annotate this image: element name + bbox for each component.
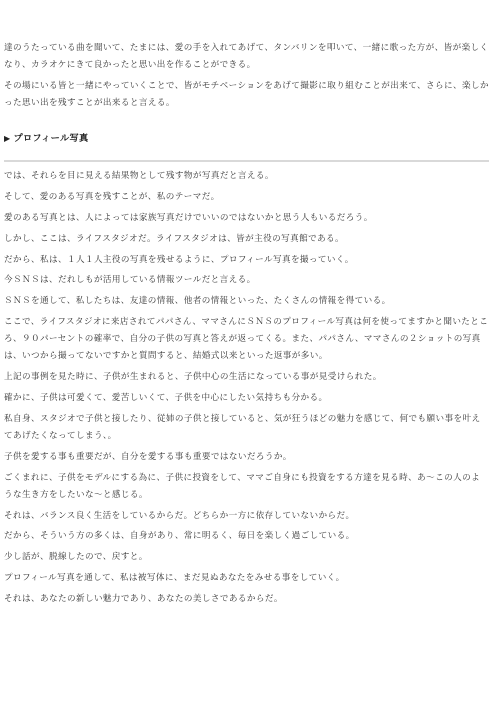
body-paragraph: プロフィール写真を通して、私は被写体に、まだ見ぬあなたをみせる事をしていく。 [4, 573, 345, 584]
body-paragraph: ＳＮＳを通して、私したちは、友達の情報、他者の情報といった、たくさんの情報を得ている。 [4, 296, 391, 307]
body-paragraph: そして、愛のある写真を残すことが、私のテーマだ。 [4, 191, 220, 202]
triangle-marker-icon: ▶ [4, 134, 11, 143]
body-paragraph: だから、私は、１人１人主役の写真を残せるように、プロフィール写真を撮っていく。 [4, 254, 354, 265]
intro-paragraph: 達のうたっている曲を聞いて、たまには、愛の手を入れてあげて、タンバリンを叩いて、一緒に歌った方が、皆が楽しくなり、カラオケにきて良かったと思い出を作ることができる。 [4, 43, 489, 70]
body-paragraph: 確かに、子供は可愛くて、愛苦しいくて、子供を中心にしたい気持ちも分かる。 [4, 393, 328, 404]
body-paragraph: 今ＳＮＳは、だれしもが活用している情報ツールだと言える。 [4, 275, 256, 286]
body-paragraph: 少し話が、脱線したので、戻すと。 [4, 552, 148, 563]
intro-section [4, 40, 489, 112]
section-heading-text: プロフィール写真 [13, 133, 89, 144]
body-paragraph: 子供を愛する事も重要だが、自分を愛する事も重要ではないだろうか。 [4, 451, 292, 462]
article-body [4, 168, 489, 608]
body-paragraph: では、それらを目に見える結果物として残す物が写真だと言える。 [4, 171, 274, 181]
section-heading [4, 130, 489, 162]
body-paragraph: 私自身、スタジオで子供と接したり、従姉の子供と接していると、気が狂うほどの魅力を感じて、何でも願い事を叶えてあげたくなってしまう、。 [4, 413, 481, 441]
body-paragraph: ここで、ライフスタジオに来店されてパパさん、ママさんにＳＮＳのプロフィール写真は何を使ってますかと聞いたところ、９０パーセントの確率で、自分の子供の写真と答えが返ってくる。また、パパさん、ママさんの２ショットの写真は、いつから撮ってないですかと質問すると、結婚式以来といった返事が多い。 [4, 317, 489, 362]
body-paragraph: だから、そういう方の多くは、自身があり、常に明るく、毎日を楽しく過ごしている。 [4, 531, 355, 542]
body-paragraph: それは、バランス良く生活をしているからだ。どちらか一方に依存していないからだ。 [4, 510, 355, 521]
body-paragraph: それは、あなたの新しい魅力であり、あなたの美しさであるからだ。 [4, 594, 283, 605]
intro-paragraph: その場にいる皆と一緒にやっていくことで、皆がモチベーションをあげて撮影に取り組むことが出来て、さらに、楽しかった思い出を残すことが出来ると言える。 [4, 81, 489, 108]
body-paragraph: 上記の事例を見た時に、子供が生まれると、子供中心の生活になっている事が見受けられた。 [4, 372, 382, 383]
body-paragraph: ごくまれに、子供をモデルにする為に、子供に投資をして、ママご自身にも投資をする方達を見る時、あ〜この人のような生き方をしたいな〜と感じる。 [4, 472, 481, 500]
body-paragraph: 愛のある写真とは、人によっては家族写真だけでいいのではないかと思う人もいるだろう。 [4, 212, 373, 223]
body-paragraph: しかし、ここは、ライフスタジオだ。ライフスタジオは、皆が主役の写真館である。 [4, 233, 345, 244]
